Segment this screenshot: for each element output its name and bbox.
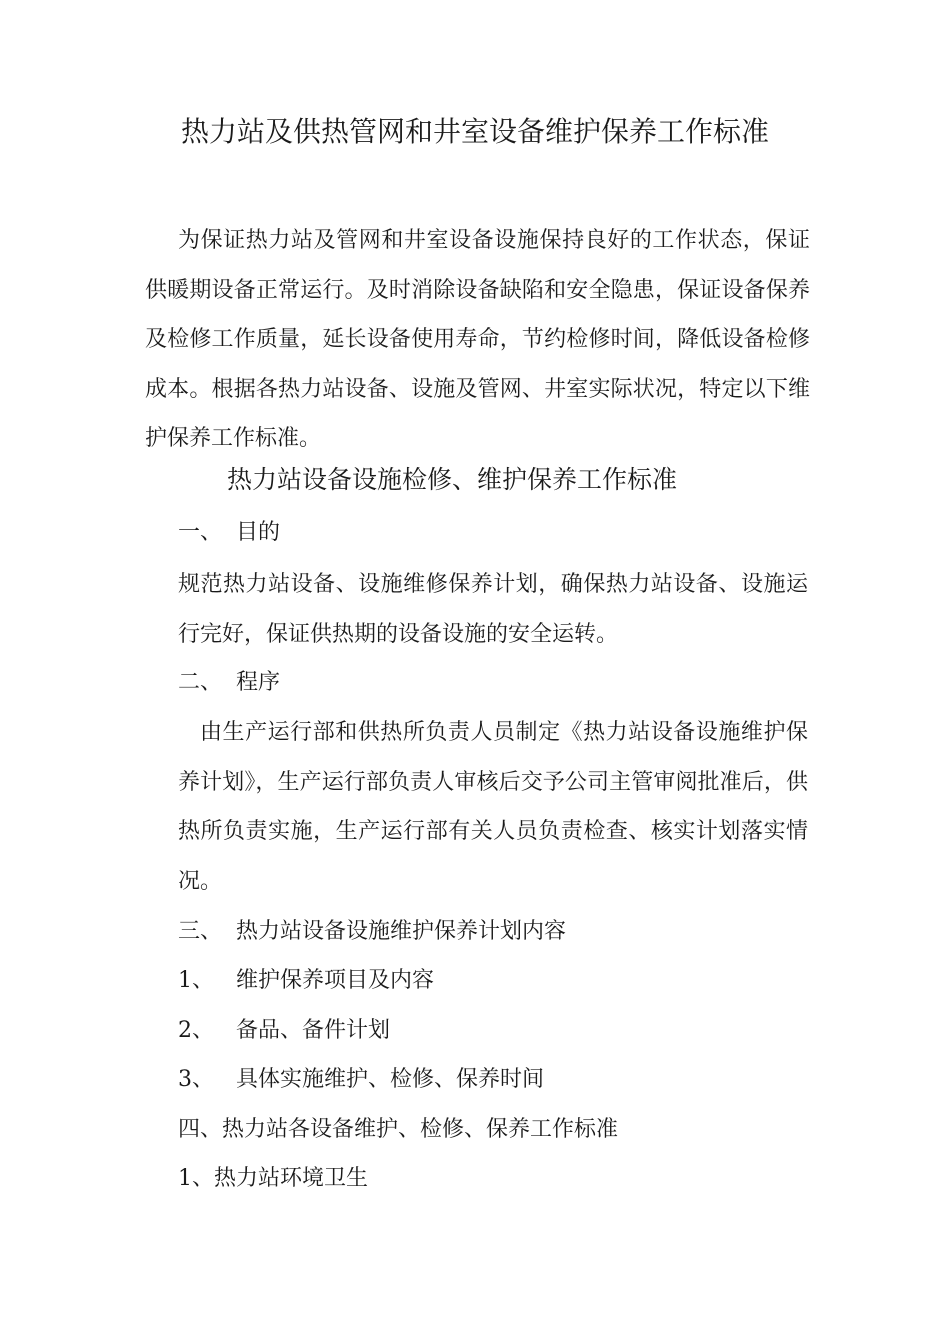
section-3-heading	[178, 917, 566, 947]
section-3-item-text: 具体实施维护、检修、保养时间	[236, 1067, 545, 1092]
section-3-item	[178, 966, 434, 996]
section-1-heading	[178, 518, 280, 548]
section-3-item-number: 2、	[178, 1018, 214, 1043]
section-4-subheading: 1、热力站环境卫生	[178, 1166, 368, 1191]
section-1-body: 规范热力站设备、设施维修保养计划，确保热力站设备、设施运行完好，保证供热期的设备设施的安全运转。	[178, 572, 808, 647]
section-2-heading	[178, 668, 280, 698]
intro-paragraph: 为保证热力站及管网和井室设备设施保持良好的工作状态，保证供暖期设备正常运行。及时消除设备缺陷和安全隐患，保证设备保养及检修工作质量，延长设备使用寿命，节约检修时间，降低设备检修成本。根据各热力站设备、设施及管网、井室实际状况，特定以下维护保养工作标准。	[145, 228, 810, 452]
section-3-number: 三、	[178, 919, 223, 944]
section-2-title: 程序	[236, 670, 281, 695]
section-1-number: 一、	[178, 520, 223, 545]
document-title: 热力站及供热管网和井室设备维护保养工作标准	[180, 115, 769, 148]
section-subtitle: 热力站设备设施检修、维护保养工作标准	[226, 465, 677, 494]
section-3-item	[178, 1016, 390, 1046]
section-1-title: 目的	[236, 520, 281, 545]
section-3-item	[178, 1065, 544, 1095]
section-4-heading: 四、热力站各设备维护、检修、保养工作标准	[178, 1117, 619, 1142]
section-3-item-number: 1、	[178, 968, 214, 993]
section-3-item-number: 3、	[178, 1067, 214, 1092]
section-3-item-text: 维护保养项目及内容	[236, 968, 435, 993]
section-3-title: 热力站设备设施维护保养计划内容	[236, 919, 567, 944]
section-2-body: 由生产运行部和供热所负责人员制定《热力站设备设施维护保养计划》，生产运行部负责人审核后交予公司主管审阅批准后，供热所负责实施，生产运行部有关人员负责检查、核实计划落实情况。	[178, 720, 808, 894]
section-2-number: 二、	[178, 670, 223, 695]
section-3-item-text: 备品、备件计划	[236, 1018, 391, 1043]
